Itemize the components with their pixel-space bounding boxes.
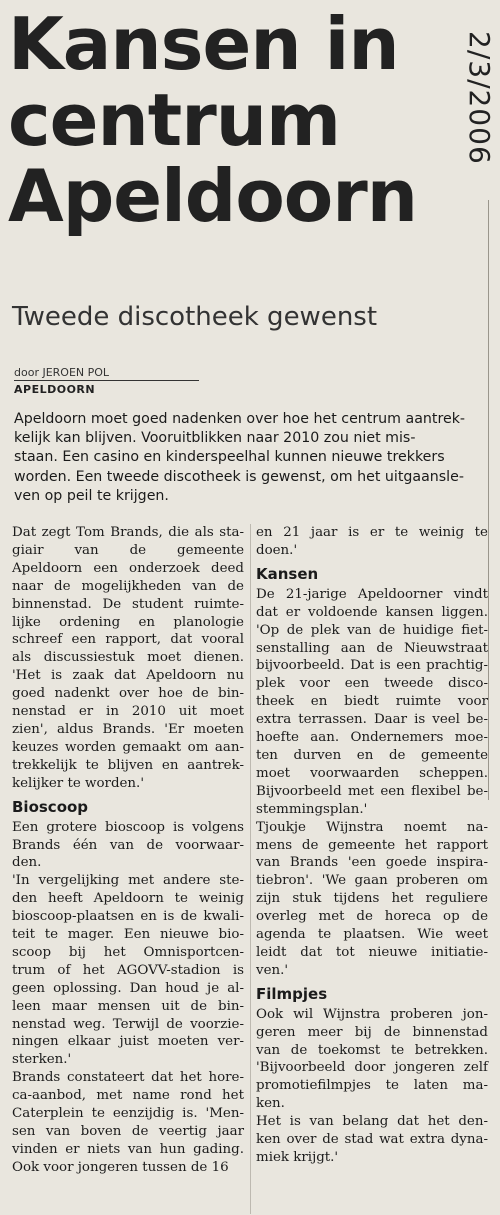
text-line: Caterplein te eenzijdig is. 'Men- — [12, 1106, 244, 1122]
text-line: goed nadenkt over hoe de bin- — [12, 686, 244, 702]
text-line: ten durven en de gemeente — [256, 747, 488, 763]
clipping-edge — [488, 200, 500, 800]
text-line: binnenstad. De student ruimte- — [12, 596, 244, 612]
byline-place: APELDOORN — [14, 383, 96, 396]
text-line: senstalling aan de Nieuwstraat — [256, 640, 488, 656]
handwritten-date: 2/3/2006 — [463, 31, 496, 165]
text-line: ken over de stad wat extra dyna- — [256, 1132, 488, 1148]
text-line: zien', aldus Brands. 'Er moeten — [12, 721, 244, 737]
text-line: moet voorwaarden scheppen. — [256, 765, 488, 781]
subheading-filmpjes: Filmpjes — [256, 984, 328, 1003]
byline — [14, 366, 199, 396]
paragraph — [12, 872, 244, 1069]
text-line: van de toekomst te betrekken. — [256, 1042, 488, 1058]
text-line: overleg met de horeca op de — [256, 909, 488, 925]
byline-author: door JEROEN POL — [14, 366, 199, 381]
paragraph — [256, 524, 488, 560]
text-line: theek en biedt ruimte voor — [256, 694, 488, 710]
text-line: mens de gemeente het rapport — [256, 837, 488, 853]
text-line: giair van de gemeente — [12, 542, 244, 558]
text-line: den. — [12, 855, 42, 871]
text-line: sen van boven de veertig jaar — [12, 1124, 244, 1139]
text-line: Brands constateert dat het hore- — [12, 1070, 244, 1086]
text-line: leidt dat tot nieuwe initiatie- — [256, 944, 488, 960]
text-line: 'Het is zaak dat Apeldoorn nu — [12, 668, 244, 684]
headline-line-2: centrum — [8, 78, 340, 162]
lead-line: ven op peil te krijgen. — [14, 487, 169, 504]
text-line: ken. — [256, 1096, 285, 1112]
text-line: 'Bijvoorbeeld door jongeren zelf — [256, 1060, 488, 1076]
text-line: vinden er niets van hun gading. — [12, 1141, 244, 1157]
column-divider — [250, 524, 251, 1214]
text-line: dat er voldoende kansen liggen. — [256, 604, 488, 620]
text-line: zijn stuk tijdens het reguliere — [256, 891, 488, 907]
text-line: geen oplossing. Dan houd je al- — [12, 980, 244, 996]
lead-paragraph — [14, 410, 484, 506]
paragraph — [256, 1006, 488, 1113]
text-line: ningen elkaar juist moeten ver- — [12, 1034, 244, 1050]
text-line: Ook wil Wijnstra proberen jon- — [256, 1006, 488, 1022]
text-line: Apeldoorn een onderzoek deed — [12, 560, 244, 576]
paragraph — [12, 819, 244, 873]
text-line: leen maar mensen uit de bin- — [12, 998, 244, 1014]
paragraph — [12, 1069, 244, 1176]
text-line: agenda te plaatsen. Wie weet — [256, 927, 488, 943]
text-line: nenstad weg. Terwijl de voorzie- — [12, 1016, 244, 1032]
paragraph — [256, 1113, 488, 1167]
text-line: ca-aanbod, met name rond het — [12, 1088, 244, 1104]
subtitle: Tweede discotheek gewenst — [12, 302, 378, 332]
text-line: bioscoop-plaatsen en is de kwali- — [12, 909, 244, 925]
headline-line-3: Apeldoorn — [8, 154, 418, 238]
text-line: De 21-jarige Apeldoorner vindt — [256, 586, 488, 602]
text-line: stemmingsplan.' — [256, 801, 368, 817]
subheading-kansen: Kansen — [256, 564, 319, 583]
text-line: als discussiestuk moet dienen. — [12, 650, 244, 666]
text-line: en 21 jaar is er te weinig te — [256, 525, 488, 540]
text-line: sterken.' — [12, 1052, 72, 1068]
text-line: promotiefilmpjes te laten ma- — [256, 1078, 488, 1094]
text-line: Brands één van de voorwaar- — [12, 837, 244, 853]
text-line: hoefte aan. Ondernemers moe- — [256, 730, 488, 746]
text-line: Bijvoorbeeld met een flexibel be- — [256, 783, 488, 799]
text-line: Het is van belang dat het den- — [256, 1114, 488, 1130]
text-line: van Brands 'een goede inspira- — [256, 855, 488, 871]
text-line: Ook voor jongeren tussen de 16 — [12, 1159, 229, 1175]
text-line: Tjoukje Wijnstra noemt na- — [256, 819, 488, 835]
text-line: naar de mogelijkheden van de — [12, 578, 244, 594]
text-line: kelijker te worden.' — [12, 775, 144, 791]
paragraph — [12, 524, 244, 793]
text-line: 'In vergelijking met andere ste- — [12, 873, 244, 889]
paragraph — [256, 586, 488, 819]
text-line: den heeft Apeldoorn te weinig — [12, 891, 244, 907]
text-line: teit te mager. Een nieuwe bio- — [12, 927, 244, 943]
text-line: extra terrassen. Daar is veel be- — [256, 712, 488, 728]
text-line: Dat zegt Tom Brands, die als sta- — [12, 525, 244, 540]
article-column-2 — [256, 524, 488, 1167]
text-line: 'Op de plek van de huidige fiet- — [256, 622, 488, 638]
lead-line: staan. Een casino en kinderspeelhal kunnen nieuwe trekkers — [14, 449, 445, 466]
text-line: lijke ordening en planologie — [12, 614, 244, 630]
paragraph — [256, 819, 488, 980]
article-column-1 — [12, 524, 244, 1177]
lead-line: Apeldoorn moet goed nadenken over hoe het centrum aantrek- — [14, 411, 466, 427]
headline — [8, 2, 448, 238]
text-line: geren meer bij de binnenstad — [256, 1024, 488, 1040]
text-line: keuzes worden gemaakt om aan- — [12, 739, 244, 755]
text-line: trum of het AGOVV-stadion is — [12, 962, 244, 978]
text-line: tiebron'. 'We gaan proberen om — [256, 873, 488, 889]
lead-line: worden. Een tweede discotheek is gewenst, om het uitgaansle- — [14, 468, 464, 485]
subheading-bioscoop: Bioscoop — [12, 797, 89, 816]
lead-line: kelijk kan blijven. Vooruitblikken naar 2010 zou niet mis- — [14, 430, 416, 447]
text-line: miek krijgt.' — [256, 1150, 339, 1165]
text-line: trekkelijk te blijven en aantrek- — [12, 757, 244, 773]
text-line: doen.' — [256, 542, 298, 558]
text-line: scoop bij het Omnisportcen- — [12, 944, 244, 960]
text-line: bijvoorbeeld. Dat is een prachtig- — [256, 658, 488, 674]
text-line: nenstad er in 2010 uit moet — [12, 704, 244, 720]
text-line: plek voor een tweede disco- — [256, 676, 488, 692]
text-line: Een grotere bioscoop is volgens — [12, 819, 244, 835]
text-line: ven.' — [256, 962, 289, 978]
headline-line-1: Kansen in — [8, 2, 399, 86]
text-line: schreef een rapport, dat vooral — [12, 632, 244, 648]
